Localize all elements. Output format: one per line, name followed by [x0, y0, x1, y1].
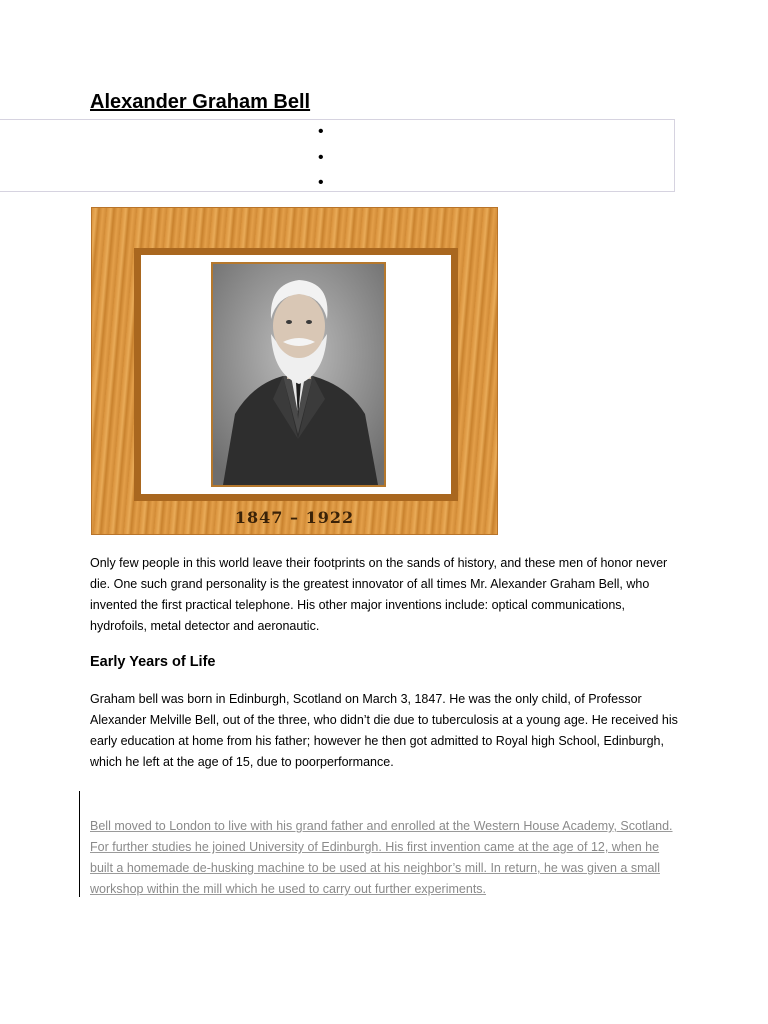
section-heading-early-years: Early Years of Life [90, 654, 216, 670]
tracked-change-paragraph: Bell moved to London to live with his grand father and enrolled at the Western House Academy, Scotland. For further studies he joined University of Edinburgh. His first invention came at the age of 12, when he built a homemade de-husking machine to be used at his neighbor’s mill. In return, he was given a small workshop within the mill which he used to carry out further experiments. [90, 819, 673, 896]
portrait-frame [91, 207, 498, 535]
early-years-paragraph: Graham bell was born in Edinburgh, Scotland on March 3, 1847. He was the only child, of Professor Alexander Melville Bell, out of the three, who didn’t die due to tuberculosis at a young age. He received his early education at home from his father; however he then got admitted to Royal high School, Edinburgh, which he left at the age of 15, due to poorperformance. [90, 692, 678, 769]
portrait-illustration [213, 264, 384, 485]
document-title: Alexander Graham Bell [90, 91, 311, 113]
bullet-item: • [318, 123, 324, 140]
revision-change-bar [79, 791, 80, 897]
portrait-years-caption: 1847 – 1922 [234, 508, 355, 527]
bullet-item: • [318, 149, 324, 166]
bullet-list-box [0, 119, 675, 192]
portrait-mat [141, 255, 451, 494]
bullet-item: • [318, 174, 324, 191]
intro-paragraph: Only few people in this world leave their footprints on the sands of history, and these men of honor never die. One such grand personality is the greatest innovator of all times Mr. Alexander Graham Bell, who invented the first practical telephone. His other major inventions include: optical communications, hydrofoils, metal detector and aeronautic. [90, 556, 668, 633]
portrait-photo [211, 262, 386, 487]
portrait-inner-border [134, 248, 458, 501]
